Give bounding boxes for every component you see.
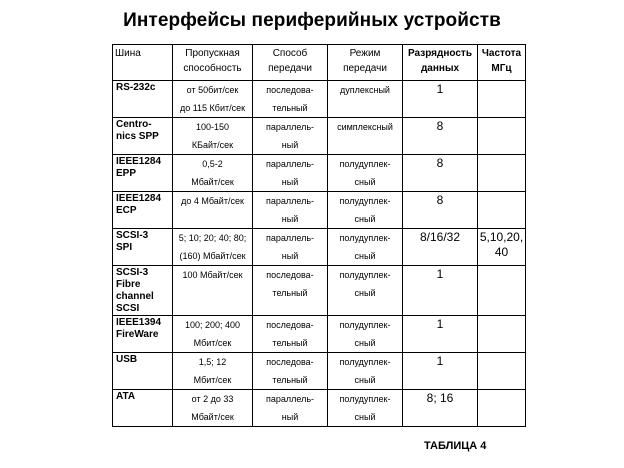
cell-mode [328, 266, 403, 316]
cell-freq-text [478, 118, 525, 119]
cell-bus-text: USB [116, 354, 138, 365]
cell-bus-text: IEEE1284 EPP [116, 156, 162, 179]
cell-bus-text: SCSI-3 SPI [116, 230, 149, 253]
table-row [113, 192, 526, 229]
cell-freq-text [478, 81, 525, 82]
cell-bus [113, 390, 173, 427]
cell-speed-text: от 2 до 33 Мбайт/сек [191, 394, 234, 422]
cell-bus [113, 118, 173, 155]
cell-speed [173, 229, 253, 266]
cell-width [403, 81, 478, 118]
cell-method [253, 266, 328, 316]
cell-bus [113, 81, 173, 118]
cell-method-text: параллель- ный [265, 394, 315, 422]
cell-speed [173, 192, 253, 229]
cell-freq-text [478, 316, 525, 317]
cell-freq [478, 118, 526, 155]
cell-method-text: параллель- ный [265, 196, 315, 224]
cell-method-text: последова- тельный [266, 85, 314, 113]
cell-mode [328, 316, 403, 353]
cell-speed-text: 100; 200; 400 Мбит/сек [184, 320, 241, 348]
cell-mode-text: дуплексный [340, 85, 390, 95]
cell-bus-text: Centro- nics SPP [116, 119, 159, 142]
cell-mode [328, 353, 403, 390]
cell-method [253, 390, 328, 427]
cell-method [253, 316, 328, 353]
cell-mode [328, 81, 403, 118]
cell-speed-text: 100-150 КБайт/сек [191, 122, 234, 150]
cell-width [403, 155, 478, 192]
table-header-row [113, 45, 526, 81]
cell-method [253, 118, 328, 155]
table-row [113, 155, 526, 192]
page-title: Интерфейсы периферийных устройств [123, 10, 501, 31]
cell-freq-text [478, 353, 525, 354]
cell-width [403, 266, 478, 316]
cell-method-text: параллель- ный [265, 159, 315, 187]
cell-mode-text: симплексный [337, 122, 393, 132]
cell-width [403, 390, 478, 427]
cell-width-text: 1 [436, 267, 444, 281]
cell-width [403, 316, 478, 353]
cell-mode-text: полудуплек- сный [339, 357, 391, 385]
cell-width-text: 8/16/32 [419, 230, 461, 244]
cell-freq [478, 353, 526, 390]
cell-speed [173, 266, 253, 316]
cell-speed-text: до 4 Мбайт/сек [181, 196, 244, 206]
table-row [113, 390, 526, 427]
cell-mode [328, 118, 403, 155]
cell-speed [173, 316, 253, 353]
cell-bus [113, 266, 173, 316]
cell-method [253, 81, 328, 118]
cell-freq [478, 155, 526, 192]
cell-freq-text: 5,10,20, 40 [479, 230, 524, 259]
cell-mode [328, 229, 403, 266]
cell-method [253, 353, 328, 390]
table-row [113, 118, 526, 155]
cell-speed-text: 5; 10; 20; 40; 80; (160) Мбайт/сек [178, 233, 247, 261]
cell-bus [113, 192, 173, 229]
cell-width-text: 8; 16 [426, 391, 454, 405]
cell-freq-text [478, 266, 525, 267]
cell-width-text: 8 [436, 156, 444, 170]
cell-width [403, 118, 478, 155]
cell-width [403, 229, 478, 266]
table-caption: ТАБЛИЦА 4 [424, 440, 487, 452]
cell-mode [328, 192, 403, 229]
cell-mode-text: полудуплек- сный [339, 196, 391, 224]
cell-mode-text: полудуплек- сный [339, 320, 391, 348]
cell-method [253, 155, 328, 192]
cell-mode [328, 155, 403, 192]
cell-method [253, 229, 328, 266]
cell-freq [478, 316, 526, 353]
cell-speed-text: 0,5-2 Мбайт/сек [191, 159, 234, 187]
cell-width-text: 8 [436, 119, 444, 133]
cell-bus-text: IEEE1394 FireWare [116, 317, 162, 340]
table-row [113, 229, 526, 266]
cell-freq-text [478, 155, 525, 156]
header-speed: Пропускная способность [173, 45, 253, 81]
cell-bus [113, 316, 173, 353]
cell-width-text: 1 [436, 354, 444, 368]
cell-bus-text: SCSI-3 Fibre channel SCSI [116, 267, 154, 314]
header-mode: Режим передачи [328, 45, 403, 81]
cell-width [403, 192, 478, 229]
cell-speed-text: 100 Мбайт/сек [182, 270, 243, 280]
cell-width-text: 8 [436, 193, 444, 207]
table-row [113, 81, 526, 118]
cell-freq [478, 81, 526, 118]
cell-mode-text: полудуплек- сный [339, 394, 391, 422]
cell-speed [173, 353, 253, 390]
cell-method [253, 192, 328, 229]
cell-method-text: параллель- ный [265, 233, 315, 261]
header-bus: Шина [113, 45, 173, 81]
header-width: Разрядность данных [403, 45, 478, 81]
cell-method-text: последова- тельный [266, 270, 314, 298]
cell-speed [173, 155, 253, 192]
table-row [113, 266, 526, 316]
header-freq: Частота МГц [478, 45, 526, 81]
cell-method-text: последова- тельный [266, 357, 314, 385]
cell-freq [478, 390, 526, 427]
cell-speed-text: 1,5; 12 Мбит/сек [193, 357, 232, 385]
cell-speed [173, 118, 253, 155]
cell-bus-text: ATA [116, 391, 136, 402]
cell-width-text: 1 [436, 82, 444, 96]
cell-method-text: последова- тельный [266, 320, 314, 348]
cell-method-text: параллель- ный [265, 122, 315, 150]
table-row [113, 353, 526, 390]
cell-freq-text [478, 390, 525, 391]
cell-mode-text: полудуплек- сный [339, 270, 391, 298]
cell-bus [113, 155, 173, 192]
cell-bus [113, 353, 173, 390]
interfaces-table [112, 44, 526, 427]
cell-mode-text: полудуплек- сный [339, 233, 391, 261]
cell-width-text: 1 [436, 317, 444, 331]
cell-bus-text: IEEE1284 ECP [116, 193, 162, 216]
cell-speed [173, 81, 253, 118]
cell-bus [113, 229, 173, 266]
cell-width [403, 353, 478, 390]
cell-freq [478, 229, 526, 266]
cell-mode-text: полудуплек- сный [339, 159, 391, 187]
cell-speed-text: от 50бит/сек до 115 Кбит/сек [179, 85, 246, 113]
table-row [113, 316, 526, 353]
cell-freq [478, 192, 526, 229]
cell-mode [328, 390, 403, 427]
header-method: Способ передачи [253, 45, 328, 81]
cell-bus-text: RS-232c [116, 82, 156, 93]
cell-speed [173, 390, 253, 427]
cell-freq-text [478, 192, 525, 193]
cell-freq [478, 266, 526, 316]
